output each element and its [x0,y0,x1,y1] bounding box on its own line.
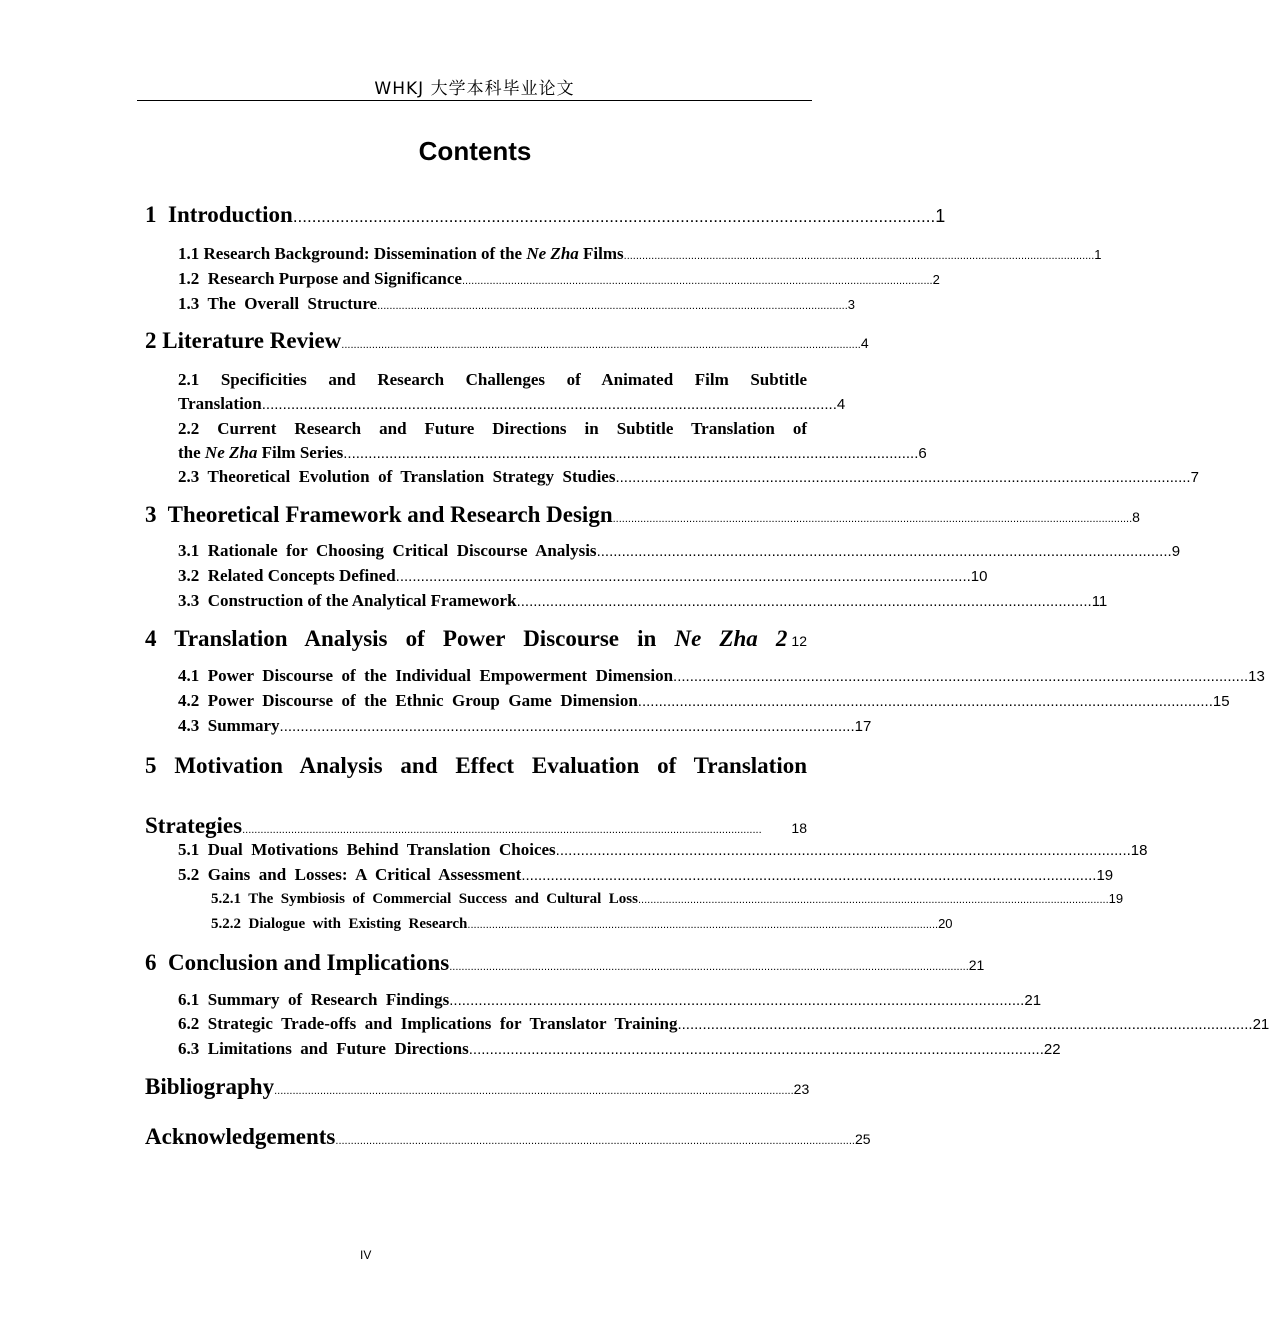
toc-page-number: 4 [836,396,846,413]
toc-entry-acknowledgements[interactable] [145,1124,871,1150]
toc-page-number: 25 [854,1131,871,1147]
toc-entry-6-2[interactable] [178,1014,1269,1034]
dot-leader: .......................................................................................................................................................... [461,275,933,287]
toc-entry-title-line2: Translation [178,394,262,413]
toc-page-number: 7 [1190,469,1199,486]
toc-entry-4-3[interactable] [178,716,872,736]
dot-leader: .......................................................................................................................................................................... [274,1085,794,1097]
dot-leader: .......................................................................................................................................................... [467,919,939,931]
toc-entry-3[interactable] [145,502,1140,528]
toc-entry-title: 5.1 Dual Motivations Behind Translation Choices [178,840,556,859]
dot-leader: .......................................................................................................................................................................... [335,1135,855,1147]
toc-page-number: 1 [1094,247,1102,262]
toc-entry-4-2[interactable] [178,691,1230,711]
dot-leader: .......................................................................................................................................................................... [341,339,861,351]
toc-entry-title: 6.3 Limitations and Future Directions [178,1039,469,1058]
toc-entry-number: 1 [145,202,157,227]
dot-leader: .......................................................................................................................................................... [637,894,1109,906]
toc-entry-title: 4.3 Summary [178,716,280,735]
toc-page-number: 6 [918,445,927,462]
toc-entry-title: 1.2 Research Purpose and Significance [178,269,462,288]
toc-entry-3-1[interactable] [178,541,1181,561]
dot-leader: .......................................................................................................................................... [279,718,855,735]
toc-entry-5-2-2[interactable] [211,916,953,933]
toc-entry-title: 6.2 Strategic Trade-offs and Implications for Translator Training [178,1014,678,1033]
toc-page-number: 11 [1091,593,1108,610]
toc-page-number: 22 [1043,1041,1061,1058]
toc-entry-1-1[interactable] [178,244,1102,264]
dot-leader: .......................................................................................................................................... [468,1041,1044,1058]
toc-entry-title: 3.3 Construction of the Analytical Framework [178,591,517,610]
toc-page-number: 12 [791,633,807,649]
toc-entry-title: 4.2 Power Discourse of the Ethnic Group Game Dimension [178,691,638,710]
dot-leader: .......................................................................................................................................... [449,992,1025,1009]
dot-leader: .......................................................................................................................................... [343,445,919,462]
dot-leader: .......................................................................................................................................... [596,543,1172,560]
dot-leader: .......................................................................................................................................... [637,693,1213,710]
toc-entry-bibliography[interactable] [145,1074,810,1100]
toc-entry-title: 5.2 Gains and Losses: A Critical Assessment [178,865,522,884]
toc-page-number: 15 [1212,693,1230,710]
toc-page-number: 23 [793,1081,810,1097]
toc-entry-1-2[interactable] [178,269,940,289]
toc-entry-title: 1.3 The Overall Structure [178,294,378,313]
toc-page-number: 21 [1252,1016,1269,1033]
toc-entry-5-1[interactable] [178,840,1148,860]
toc-page-number: 13 [1248,668,1265,685]
footer-page-number: IV [360,1248,372,1262]
toc-entry-title: 4 Translation Analysis of Power Discourse in Ne Zha 2 [145,626,788,651]
toc-entry-title-line2: the Ne Zha Film Series [178,443,344,462]
toc-page-number: 19 [1108,891,1124,906]
toc-entry-5-2-1[interactable] [211,891,1124,908]
toc-page-number: 9 [1171,543,1181,560]
toc-entry-title-line1: 2.1 Specificities and Research Challenges of Animated Film Subtitle [178,370,807,389]
toc-entry-title: 5.2.1 The Symbiosis of Commercial Success and Cultural Loss [211,891,638,907]
toc-page-number: 8 [1132,509,1140,525]
dot-leader: .......................................................................................................................................... [677,1016,1253,1033]
toc-page-number: 21 [1024,992,1042,1009]
toc-entry-title-line1: 5 Motivation Analysis and Effect Evaluation of Translation [145,753,807,778]
toc-entry-1[interactable] [145,202,946,228]
toc-entry-title: 3.1 Rationale for Choosing Critical Discourse Analysis [178,541,597,560]
dot-leader: .......................................................................................................................................... [395,568,971,585]
toc-entry-title: 6 Conclusion and Implications [145,950,450,975]
dot-leader: .......................................................................................................................................................................... [449,961,969,973]
toc-entry-title: 2 Literature Review [145,328,342,353]
toc-entry-4-1[interactable] [178,666,1265,686]
dot-leader: .......................................................................................................................................................................... [242,824,762,836]
toc-page-number: 10 [970,568,988,585]
toc-entry-2[interactable] [145,328,869,354]
dot-leader: .......................................................................................................................................... [673,668,1249,685]
dot-leader: .......................................................................................................................................... [516,593,1092,610]
toc-page-number: 4 [860,335,869,351]
dot-leader: .......................................................................................................................................................... [623,250,1095,262]
dot-leader: .......................................................................................................................................... [261,396,837,413]
toc-entry-5-2[interactable] [178,865,1114,885]
toc-entry-title-line2: Strategies [145,813,243,838]
toc-entry-title: 3.2 Related Concepts Defined [178,566,396,585]
dot-leader: .......................................................................................................................................................... [377,300,848,312]
toc-entry-2-3[interactable] [178,467,1199,487]
toc-entry-3-2[interactable] [178,566,988,586]
dot-leader: .......................................................................................................................................... [615,469,1191,486]
toc-page-number: 20 [938,916,953,931]
toc-entry-title: 2.3 Theoretical Evolution of Translation Strategy Studies [178,467,616,486]
toc-entry-title: 3 Theoretical Framework and Research Design [145,502,613,527]
toc-entry-6-3[interactable] [178,1039,1061,1059]
toc-entry-6-1[interactable] [178,990,1042,1010]
toc-page-number: 1 [935,206,946,226]
toc-page-number: 18 [1130,842,1148,859]
toc-entry-2-1[interactable] [178,368,846,417]
toc-page-number: 18 [791,820,807,836]
toc-entry-title: 5.2.2 Dialogue with Existing Research [211,916,468,932]
toc-entry-title-line1: 2.2 Current Research and Future Directions in Subtitle Translation of [178,419,807,438]
toc-entry-4[interactable] [145,626,807,652]
toc-entry-2-2[interactable] [178,417,927,466]
toc-entry-1-3[interactable] [178,294,855,314]
toc-entry-3-3[interactable] [178,591,1108,611]
toc-page-number: 19 [1096,867,1114,884]
toc-entry-title: Acknowledgements [145,1124,336,1149]
toc-page-number: 2 [932,272,940,287]
toc-entry-title: 6.1 Summary of Research Findings [178,990,450,1009]
page-title: Contents [418,136,532,166]
toc-entry-title: 4.1 Power Discourse of the Individual Empowerment Dimension [178,666,674,685]
dot-leader: ........................................................................................................................................ [292,207,936,226]
toc-page-number: 17 [854,718,872,735]
running-header: WHKJ 大学本科毕业论文 [137,74,812,101]
toc-entry-title: Bibliography [145,1074,275,1099]
toc-page-number: 3 [847,297,855,312]
dot-leader: .......................................................................................................................................... [521,867,1097,884]
toc-entry-title: 1.1 Research Background: Dissemination of the Ne Zha Films [178,244,624,263]
dot-leader: .......................................................................................................................................................................... [612,513,1133,525]
toc-entry-title: Introduction [168,202,293,227]
dot-leader: .......................................................................................................................................... [555,842,1131,859]
toc-entry-6[interactable] [145,950,985,976]
toc-page-number: 21 [968,957,985,973]
